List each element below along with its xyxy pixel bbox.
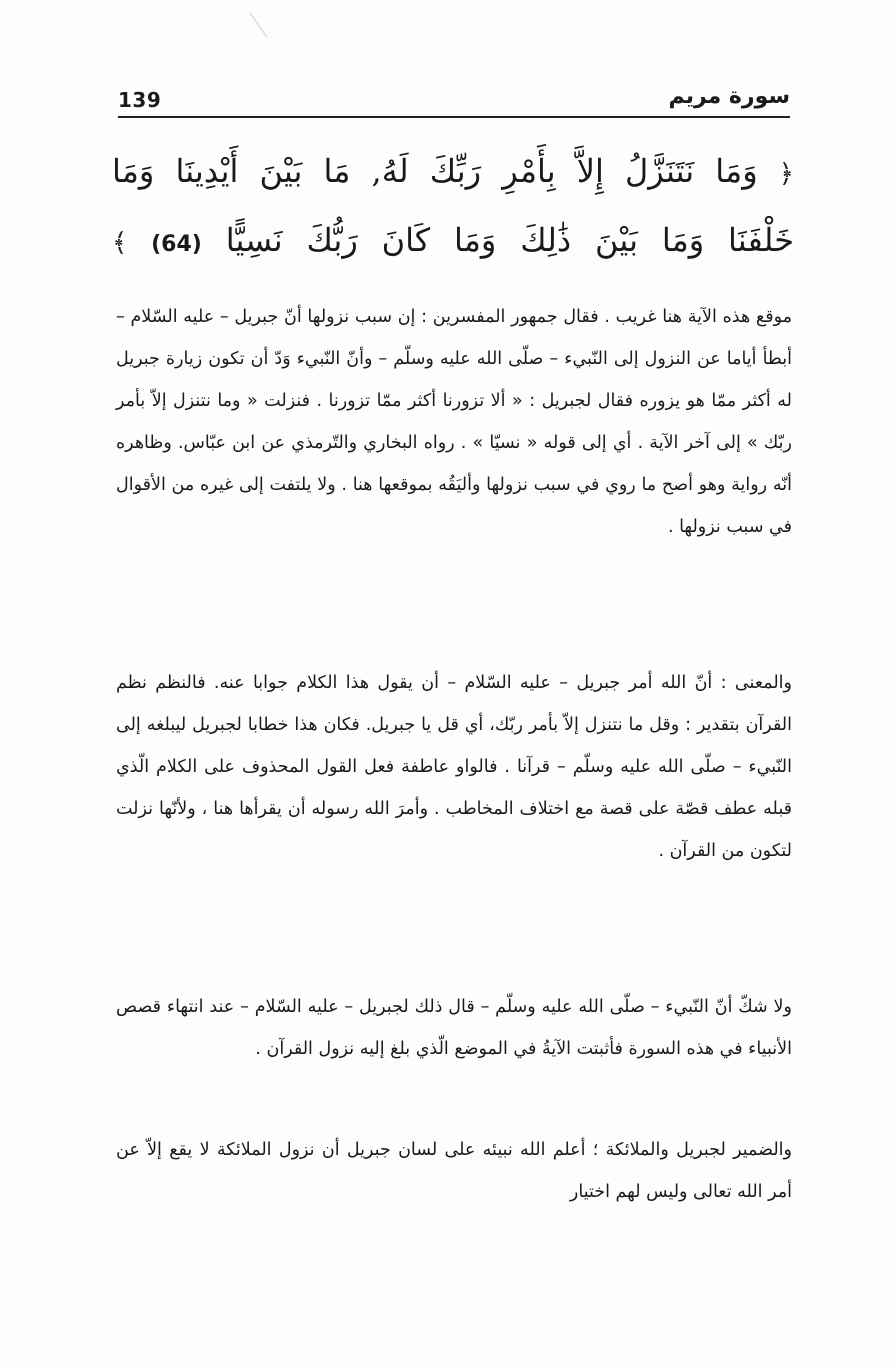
commentary-paragraph-4: والضمير لجبريل والملائكة ؛ أعلم الله نبيئه على لسان جبريل أن نزول الملائكة لا يقع إلاّ عن أمر الله تعالى وليس لهم اختيار bbox=[116, 1140, 792, 1202]
header-rule bbox=[118, 116, 790, 118]
commentary-paragraph-1: موقع هذه الآية هنا غريب . فقال جمهور المفسرين : إن سبب نزولها أنّ جبريل – عليه السّلام – أبطأ أياما عن النزول إلى النّبيء – صلّى الله عليه وسلّم – وأنّ النّبيء وَدّ أن تكون زيارة جبريل له أكثر ممّا هو يزوره فقال لجبريل : « ألا تزورنا أكثر ممّا تزورنا . فنزلت « وما نتنزل إلاّ بأمر ربّك » إلى آخر الآية . أي إلى قوله « نسيّا » . رواه البخاري والتّرمذي عن ابن عبّاس. وظاهره أنّه رواية وهو أصح ما روي في سبب نزولها وأليَقُه بموقعها هنا . ولا يلتفت إلى غيره من الأقوال في سبب نزولها . bbox=[116, 307, 792, 537]
verse-number: (64) bbox=[151, 232, 202, 257]
scan-mark bbox=[249, 12, 267, 37]
verse-close-bracket: ﴾ bbox=[112, 228, 128, 258]
verse-text: وَمَا نَتَنَزَّلُ إِلاَّ بِأَمْرِ رَبِّكَ لَهُ, مَا بَيْنَ أَيْدِينَا وَمَا خَلْفَنَا وَمَا بَيْنَ ذَٰلِكَ وَمَا كَانَ رَبُّكَ نَسِيًّا bbox=[112, 152, 795, 259]
verse-open-bracket: ﴿ bbox=[778, 159, 795, 189]
quran-verse bbox=[112, 138, 794, 278]
commentary-paragraph-3: ولا شكّ أنّ النّبيء – صلّى الله عليه وسلّم – قال ذلك لجبريل – عليه السّلام – عند انتهاء قصص الأنبياء في هذه السورة فأثبتت الآيةُ في الموضع الّذي بلغ إليه نزول القرآن . bbox=[116, 997, 792, 1059]
surah-title: سورة مريم bbox=[668, 84, 790, 109]
commentary-paragraph-2: والمعنى : أنّ الله أمر جبريل – عليه السّلام – أن يقول هذا الكلام جوابا عنه. فالنظم نظم القرآن بتقدير : وقل ما نتنزل إلاّ بأمر ربّك، أي قل يا جبريل. فكان هذا خطابا لجبريل ليبلغه إلى النّبيء – صلّى الله عليه وسلّم – قرآنا . فالواو عاطفة فعل القول المحذوف على الكلام الّذي قبله عطف قصّة على قصة مع اختلاف المخاطب . وأمرَ الله رسوله أن يقرأها هنا ، ولأنّها نزلت لتكون من القرآن . bbox=[116, 673, 792, 861]
running-header bbox=[118, 82, 790, 116]
page-number: 139 bbox=[118, 88, 162, 112]
